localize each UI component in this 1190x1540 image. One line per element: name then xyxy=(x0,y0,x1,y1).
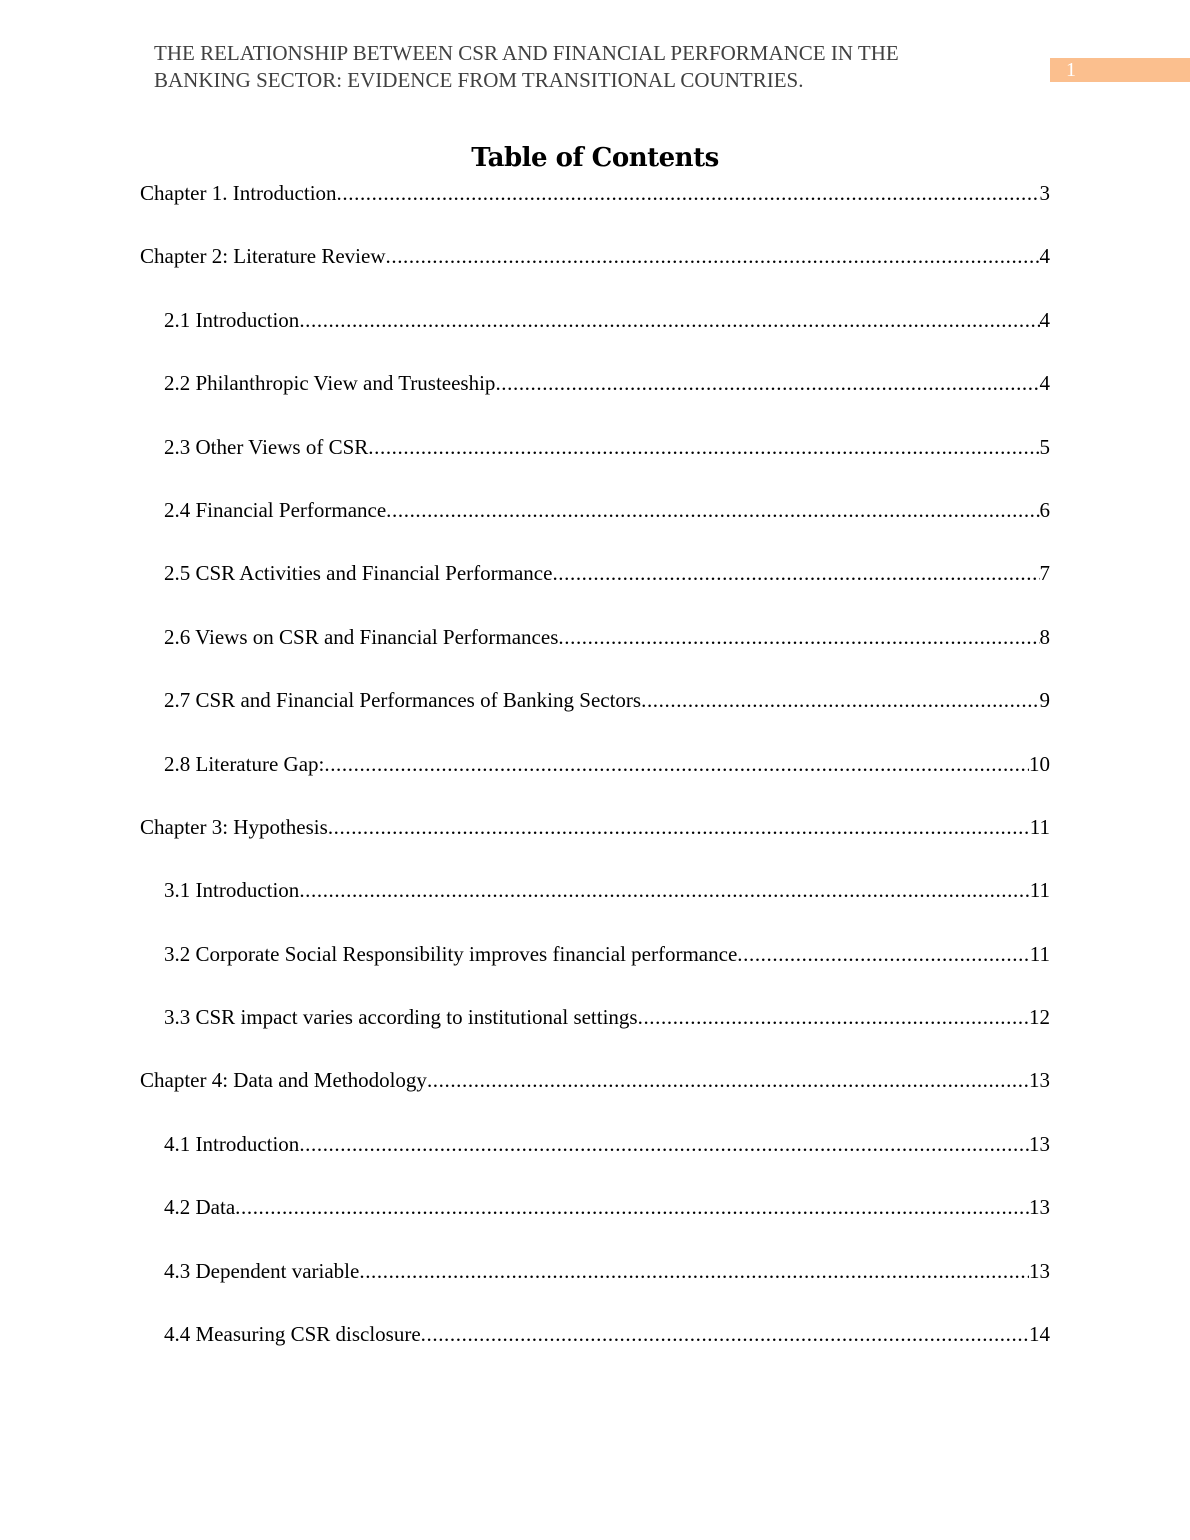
toc-entry-label: 2.6 Views on CSR and Financial Performances xyxy=(164,624,559,649)
toc-entry-label: 4.3 Dependent variable xyxy=(164,1258,360,1283)
toc-entry-chapter-4[interactable] xyxy=(140,1065,1050,1128)
dot-leader xyxy=(299,1129,1029,1159)
toc-entry-2-8[interactable] xyxy=(140,749,1050,812)
toc-entry-page: 4 xyxy=(1039,307,1050,332)
header-title-line-2: BANKING SECTOR: EVIDENCE FROM TRANSITIONAL COUNTRIES. xyxy=(154,68,804,92)
toc-entry-chapter-1[interactable] xyxy=(140,178,1050,241)
dot-leader xyxy=(359,1256,1029,1286)
toc-entry-page: 9 xyxy=(1039,688,1050,713)
toc-entry-page: 4 xyxy=(1039,371,1050,396)
dot-leader xyxy=(421,1319,1029,1349)
toc-entry-2-6[interactable] xyxy=(140,622,1050,685)
toc-entry-label: Chapter 2: Literature Review xyxy=(140,244,386,269)
toc-entry-page: 13 xyxy=(1029,1195,1050,1220)
dot-leader xyxy=(427,1065,1029,1095)
toc-entry-3-2[interactable] xyxy=(140,939,1050,1002)
toc-entry-label: 4.2 Data xyxy=(164,1195,236,1220)
toc-entry-page: 14 xyxy=(1029,1322,1050,1347)
toc-entry-label: 2.4 Financial Performance xyxy=(164,497,387,522)
toc-entry-4-3[interactable] xyxy=(140,1256,1050,1319)
toc-entry-4-2[interactable] xyxy=(140,1192,1050,1255)
toc-entry-chapter-2[interactable] xyxy=(140,241,1050,304)
toc-entry-page: 11 xyxy=(1029,814,1050,839)
toc-entry-chapter-3[interactable] xyxy=(140,812,1050,875)
dot-leader xyxy=(386,495,1039,525)
toc-entry-label: 4.4 Measuring CSR disclosure xyxy=(164,1322,421,1347)
dot-leader xyxy=(299,875,1029,905)
dot-leader xyxy=(337,178,1040,208)
running-header xyxy=(154,40,1034,94)
dot-leader xyxy=(299,305,1039,335)
toc-entry-label: Chapter 4: Data and Methodology xyxy=(140,1068,427,1093)
dot-leader xyxy=(737,939,1030,969)
dot-leader xyxy=(638,1002,1029,1032)
toc-entry-label: 2.5 CSR Activities and Financial Performance xyxy=(164,561,553,586)
toc-entry-4-4[interactable] xyxy=(140,1319,1050,1382)
toc-entry-page: 12 xyxy=(1029,1005,1050,1030)
dot-leader xyxy=(495,368,1039,398)
toc-entry-3-1[interactable] xyxy=(140,875,1050,938)
toc-entry-2-4[interactable] xyxy=(140,495,1050,558)
dot-leader xyxy=(235,1192,1029,1222)
toc-entry-label: 2.3 Other Views of CSR xyxy=(164,434,369,459)
toc-title: Table of Contents xyxy=(471,143,719,173)
toc-entry-label: Chapter 1. Introduction xyxy=(140,181,337,205)
dot-leader xyxy=(324,749,1029,779)
toc-entry-page: 13 xyxy=(1029,1258,1050,1283)
toc-entry-2-3[interactable] xyxy=(140,432,1050,495)
toc-entry-label: 3.1 Introduction xyxy=(164,878,300,903)
toc-entry-page: 11 xyxy=(1029,941,1050,966)
toc-entry-page: 8 xyxy=(1039,624,1050,649)
toc-entry-page: 13 xyxy=(1029,1068,1050,1093)
dot-leader xyxy=(641,685,1039,715)
dot-leader xyxy=(368,432,1039,462)
toc-entry-page: 5 xyxy=(1039,434,1050,459)
toc-entry-page: 7 xyxy=(1039,561,1050,586)
toc-entry-label: Chapter 3: Hypothesis xyxy=(140,814,328,839)
toc-entry-2-5[interactable] xyxy=(140,558,1050,621)
toc-entry-label: 2.7 CSR and Financial Performances of Banking Sectors xyxy=(164,688,642,713)
toc-entry-label: 2.1 Introduction xyxy=(164,307,300,332)
toc-entry-label: 2.2 Philanthropic View and Trusteeship xyxy=(164,371,496,396)
toc-entry-3-3[interactable] xyxy=(140,1002,1050,1065)
dot-leader xyxy=(386,241,1040,271)
toc-entry-2-2[interactable] xyxy=(140,368,1050,431)
toc-entry-page: 4 xyxy=(1039,244,1050,269)
toc-entry-page: 13 xyxy=(1029,1131,1050,1156)
toc-entry-label: 3.3 CSR impact varies according to institutional settings xyxy=(164,1005,638,1030)
table-of-contents xyxy=(140,178,1050,1382)
toc-entry-page: 11 xyxy=(1029,878,1050,903)
dot-leader xyxy=(552,558,1039,588)
dot-leader xyxy=(558,622,1039,652)
dot-leader xyxy=(328,812,1030,842)
toc-entry-2-1[interactable] xyxy=(140,305,1050,368)
toc-entry-label: 3.2 Corporate Social Responsibility improves financial performance xyxy=(164,941,738,966)
toc-entry-page: 6 xyxy=(1039,497,1050,522)
toc-entry-page: 3 xyxy=(1039,181,1050,205)
header-title-line-1: THE RELATIONSHIP BETWEEN CSR AND FINANCIAL PERFORMANCE IN THE xyxy=(154,41,899,65)
page-number-badge xyxy=(1050,58,1190,82)
toc-entry-label: 2.8 Literature Gap: xyxy=(164,751,325,776)
toc-entry-2-7[interactable] xyxy=(140,685,1050,748)
toc-entry-label: 4.1 Introduction xyxy=(164,1131,300,1156)
toc-entry-4-1[interactable] xyxy=(140,1129,1050,1192)
toc-entry-page: 10 xyxy=(1029,751,1050,776)
page-number: 1 xyxy=(1066,59,1076,81)
